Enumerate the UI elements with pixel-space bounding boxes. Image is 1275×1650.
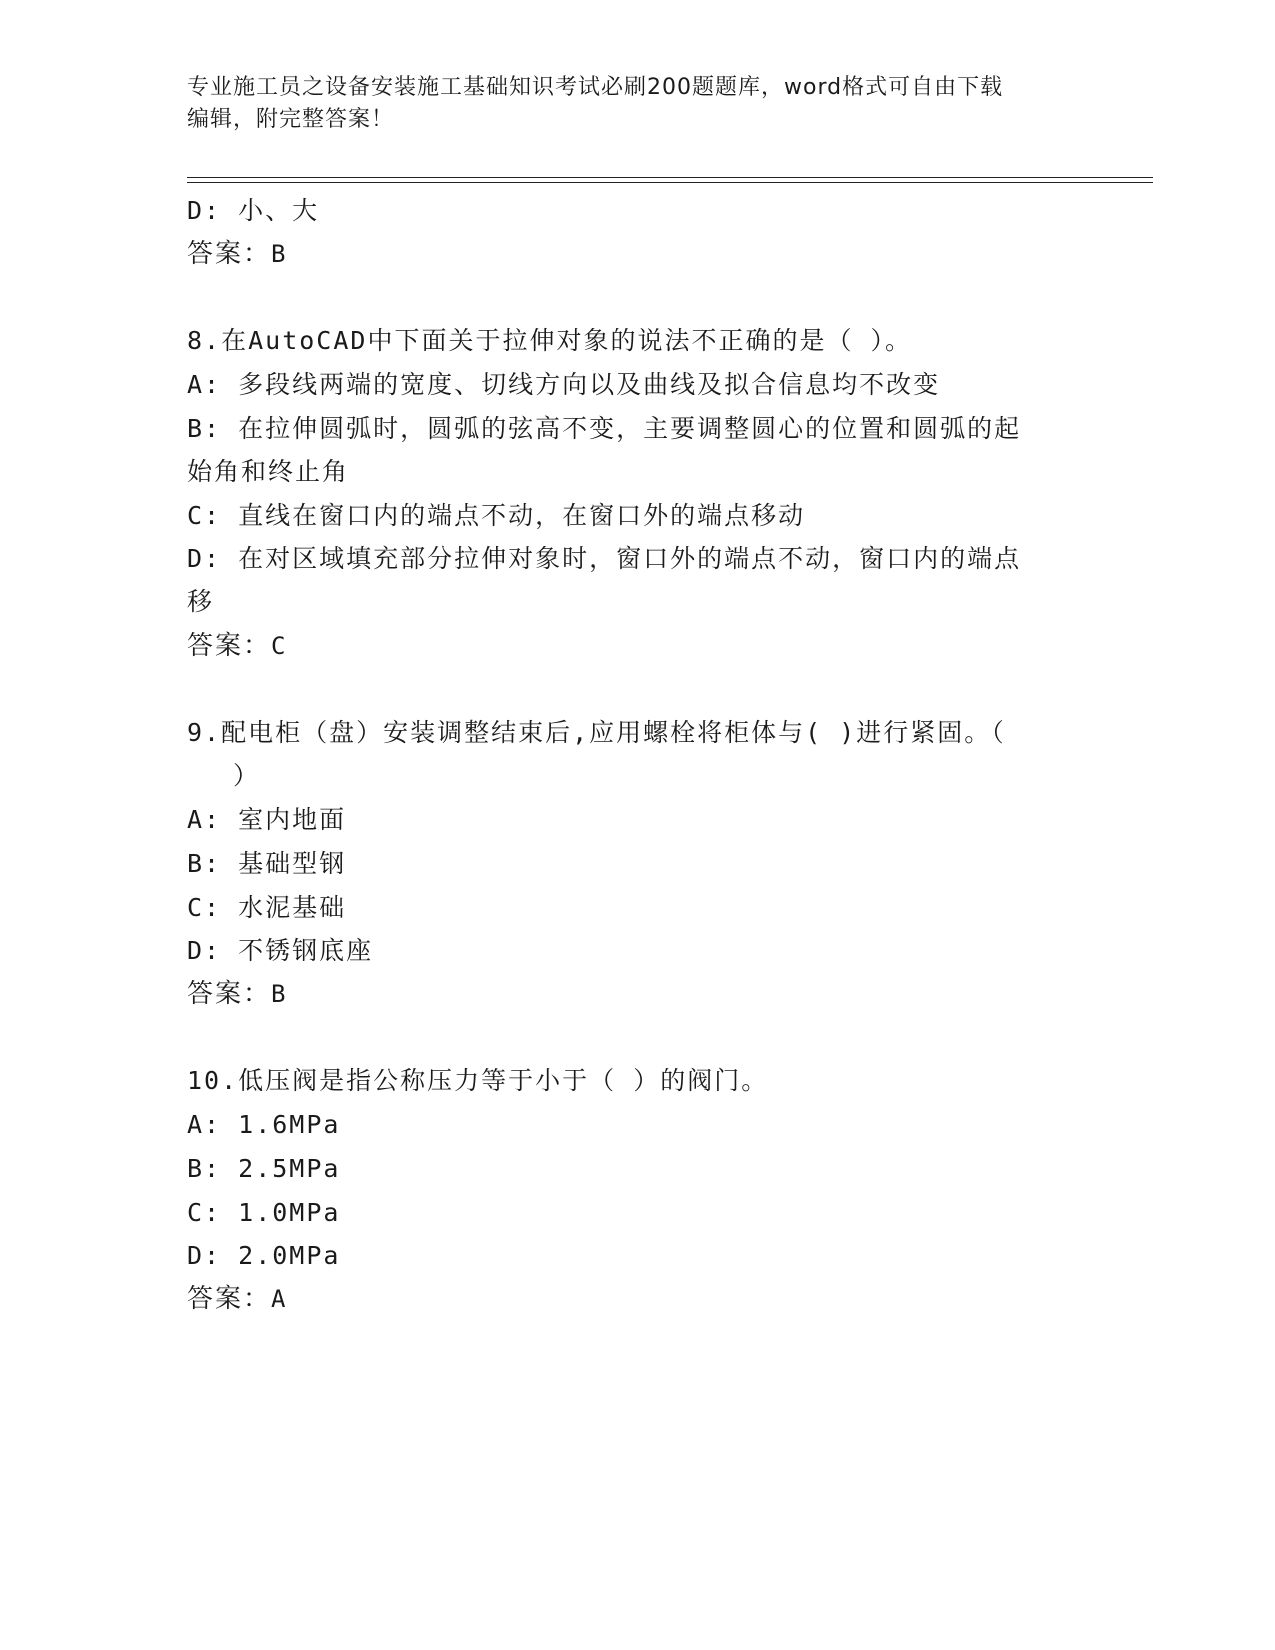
answer-label: 答案： <box>187 631 272 661</box>
q8-option-b: B: 在拉伸圆弧时，圆弧的弦高不变，主要调整圆心的位置和圆弧的起 <box>187 414 1022 443</box>
q10-answer <box>187 1283 287 1315</box>
q9-option-c: C: 水泥基础 <box>187 893 347 922</box>
q8-answer <box>187 630 287 662</box>
answer-label: 答案： <box>187 979 272 1009</box>
answer-value: A <box>271 1285 288 1313</box>
q10-option-b: B: 2.5MPa <box>187 1154 341 1183</box>
answer-value: B <box>271 240 288 268</box>
q7-answer <box>187 238 287 270</box>
q9-option-a: A: 室内地面 <box>187 805 347 834</box>
header-divider-top <box>187 177 1153 178</box>
document-header <box>187 72 1087 136</box>
q7-option-d: D: 小、大 <box>187 196 320 225</box>
q8-option-c: C: 直线在窗口内的端点不动，在窗口外的端点移动 <box>187 501 806 530</box>
q9-answer <box>187 978 287 1010</box>
answer-value: C <box>271 632 288 660</box>
header-title-line2: 编辑，附完整答案！ <box>187 107 395 132</box>
q8-option-d: D: 在对区域填充部分拉伸对象时，窗口外的端点不动，窗口内的端点 <box>187 544 1022 573</box>
q10-option-a: A: 1.6MPa <box>187 1110 341 1139</box>
header-divider-bottom <box>187 182 1153 183</box>
q9-question-cont: ） <box>233 761 261 790</box>
q8-option-b-cont: 始角和终止角 <box>187 457 350 486</box>
q10-option-c: C: 1.0MPa <box>187 1198 341 1227</box>
q9-option-b: B: 基础型钢 <box>187 849 347 878</box>
q8-option-a: A: 多段线两端的宽度、切线方向以及曲线及拟合信息均不改变 <box>187 370 941 399</box>
q10-question: 10.低压阀是指公称压力等于小于（ ）的阀门。 <box>187 1066 769 1095</box>
answer-label: 答案： <box>187 239 272 269</box>
q8-question: 8.在AutoCAD中下面关于拉伸对象的说法不正确的是（ ）。 <box>187 326 913 355</box>
q8-option-d-cont: 移 <box>187 587 215 616</box>
q10-option-d: D: 2.0MPa <box>187 1241 341 1270</box>
header-title-line1: 专业施工员之设备安装施工基础知识考试必刷200题题库，word格式可自由下载 <box>187 75 1004 100</box>
answer-label: 答案： <box>187 1284 272 1314</box>
q9-option-d: D: 不锈钢底座 <box>187 936 374 965</box>
answer-value: B <box>271 980 288 1008</box>
q9-question: 9.配电柜（盘）安装调整结束后,应用螺栓将柜体与( )进行紧固。（ <box>187 718 1006 747</box>
